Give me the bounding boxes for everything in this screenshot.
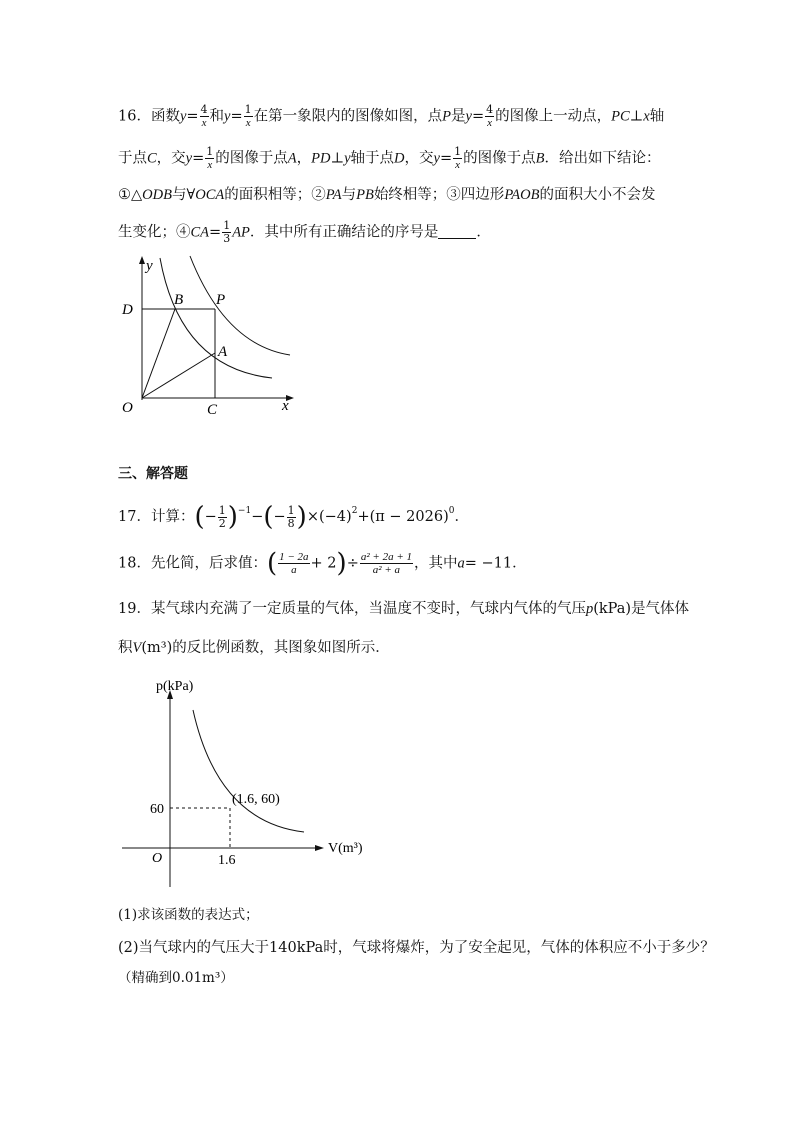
fig2-point-label: (1.6, 60) bbox=[232, 792, 280, 807]
q17: 17．计算：(− $\frac{1}{2}$ )$^{-1}$−(− $\frac{1}{8}$ )$\times(-4)^2+(\pi - 2026)^0$． bbox=[118, 502, 469, 532]
figure-q16 bbox=[110, 250, 310, 420]
answer-blank bbox=[438, 224, 476, 239]
fig1-label-D: D bbox=[122, 302, 133, 318]
q16-line2: 于点C，交y= $\frac{1}{x}$ 的图像于点A，PD⊥y轴于点D，交y= $\frac{1}{x}$ 的图像于点B．给出如下结论： bbox=[118, 145, 661, 171]
fig2-tick-60: 60 bbox=[150, 802, 164, 817]
q19-line2: 积V(m³)的反比例函数，其图象如图所示． bbox=[118, 640, 390, 656]
q19-sub1: (1)求该函数的表达式； bbox=[118, 907, 259, 923]
q19-line1: 19．某气球内充满了一定质量的气体，当温度不变时，气球内气体的气压p(kPa)是气体体 bbox=[118, 601, 690, 617]
q16-line1: 16．函数y= $\frac{4}{x}$ 和y= $\frac{1}{x}$ 在第一象限内的图像如图，点P是y= $\frac{4}{x}$ 的图像上一动点，PC⊥x轴 bbox=[118, 103, 665, 129]
fig1-label-P: P bbox=[216, 292, 226, 308]
fig1-label-x: x bbox=[282, 398, 289, 414]
fig1-label-A: A bbox=[218, 344, 228, 360]
q19-sub3: （精确到0.01m³） bbox=[118, 970, 234, 986]
q16-line4: 生变化；④CA= $\frac{1}{3}$ AP．其中所有正确结论的序号是 ． bbox=[118, 219, 491, 245]
fig1-label-y: y bbox=[146, 258, 153, 274]
figure-q19 bbox=[118, 672, 378, 892]
fig2-origin: O bbox=[152, 851, 163, 866]
fig1-label-O: O bbox=[122, 400, 133, 416]
fig2-tick-1.6: 1.6 bbox=[218, 853, 236, 868]
q16-line3: ①△ODB与∀OCA的面积相等；②PA与PB始终相等；③四边形PAOB的面积大小不会发 bbox=[118, 187, 656, 203]
fig1-label-B: B bbox=[174, 292, 184, 308]
fig2-ylabel: p(kPa) bbox=[156, 679, 194, 694]
fig1-label-C: C bbox=[207, 402, 218, 418]
fig2-xlabel: V(m³) bbox=[328, 841, 363, 856]
q19-sub2: (2)当气球内的气压大于140kPa时，气球将爆炸，为了安全起见，气体的体积应不小于多少？ bbox=[118, 940, 715, 956]
section-heading: 三、解答题 bbox=[118, 466, 188, 482]
q18: 18．先化简，后求值：( $\frac{1 - 2a}{a}$ + 2)÷ $\frac{\text{a² + 2a + 1}}{\text{a² + a}}$ ，其中a= −11． bbox=[118, 548, 527, 579]
